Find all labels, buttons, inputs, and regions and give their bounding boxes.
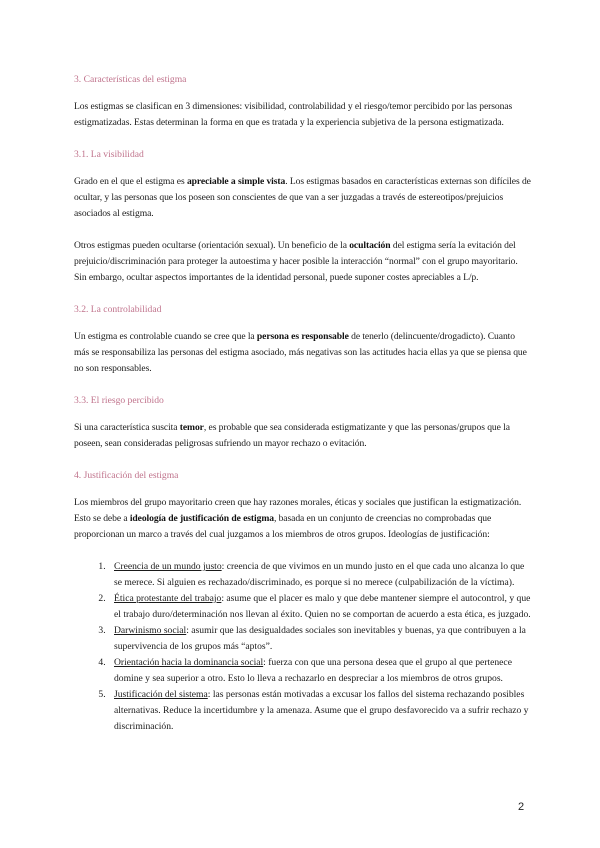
text: Esto se debe a [74, 513, 130, 524]
heading-visibilidad: 3.1. La visibilidad [74, 149, 144, 160]
heading-riesgo: 3.3. El riesgo percibido [74, 395, 164, 406]
heading-controlabilidad: 3.2. La controlabilidad [74, 304, 162, 315]
list-item [108, 687, 532, 735]
text: Si una característica suscita [74, 422, 180, 433]
list-item [108, 655, 532, 687]
paragraph-justificacion [74, 495, 532, 543]
list-item-term: Creencia de un mundo justo [114, 561, 222, 572]
text: , es probable que sea considerada estigmatizante y que las personas/grupos que la poseen, sean consideradas peligrosas sufriendo un mayor rechazo o evitación. [74, 422, 510, 449]
list-item-term: Orientación hacia la dominancia social [114, 657, 264, 668]
paragraph-riesgo [74, 420, 532, 452]
list-item-desc: : asumir que las desigualdades sociales son inevitables y buenas, ya que contribuyen a la supervivencia de los grupos más “aptos”. [114, 625, 526, 652]
text: . Los estigmas basados en características externas son difíciles de ocultar, y las personas que los poseen son conscientes de que van a ser juzgadas a través de estereotipos/prejuicios asociados al estigma. [74, 176, 531, 219]
list-item-term: Justificación del sistema [114, 689, 208, 700]
text: de tenerlo (delincuente/drogadicto). Cuanto más se responsabiliza las personas del estigma asociado, más negativas son las actitudes hacia ellas ya que se piensa que no son responsables. [74, 331, 527, 374]
text: Un estigma es controlable cuando se cree que la [74, 331, 257, 342]
list-item-term: Darwinismo social [114, 625, 187, 636]
list-item [108, 591, 532, 623]
text: Grado en el que el estigma es [74, 176, 187, 187]
list-item-desc: : asume que el placer es malo y que debe mantener siempre el autocontrol, y que el trabajo duro/determinación nos llevan al éxito. Quien no se comportan de acuerdo a esta ética, es juzgado. [114, 593, 531, 620]
text: Los miembros del grupo mayoritario creen que hay razones morales, éticas y sociales que justifican la estigmatización. [74, 497, 522, 508]
paragraph-controlabilidad [74, 329, 532, 377]
bold-term: persona es responsable [256, 331, 349, 342]
list-item-desc: : las personas están motivadas a excusar los fallos del sistema rechazando posibles alternativas. Reduce la incertidumbre y la amenaza. Asume que el grupo desfavorecido va a sufrir rechazo y discriminación. [114, 689, 529, 732]
list-item [108, 559, 532, 591]
bold-term: apreciable a simple vista [186, 176, 286, 187]
bold-term: ideología de justificación de estigma [129, 513, 274, 524]
bold-term: temor [179, 422, 204, 433]
paragraph-visibilidad-1 [74, 174, 532, 222]
text: , basada en un conjunto de creencias no comprobadas que proporcionan un marco a través del cual juzgamos a los miembros de otros grupos. Ideologías de justificación: [74, 513, 492, 540]
paragraph-dimensiones: Los estigmas se clasifican en 3 dimensiones: visibilidad, controlabilidad y el riesgo/temor percibido por las personas estigmatizadas. Estas determinan la forma en que es tratada y la experiencia subjetiva de la persona estigmatizada. [74, 101, 513, 128]
list-item [108, 623, 532, 655]
page-content [74, 72, 532, 735]
page-number: 2 [518, 801, 525, 813]
paragraph-visibilidad-2 [74, 238, 532, 286]
text: del estigma sería la evitación del prejuicio/discriminación para proteger la autoestima y hacer posible la interacción “normal” con el grupo mayoritario. Sin embargo, ocultar aspectos importantes de la identidad personal, puede suponer costes apreciables a L/p. [74, 240, 518, 283]
bold-term: ocultación [349, 240, 391, 251]
text: Otros estigmas pueden ocultarse (orientación sexual). Un beneficio de la [74, 240, 350, 251]
list-item-desc: : creencia de que vivimos en un mundo justo en el que cada uno alcanza lo que se merece. Si alguien es rechazado/discriminado, es porque si no merece (culpabilización de la víctima). [114, 561, 525, 588]
heading-justificacion: 4. Justificación del estigma [74, 470, 179, 481]
list-item-term: Ética protestante del trabajo [114, 593, 222, 604]
ideology-list [74, 559, 532, 735]
heading-caracteristicas: 3. Características del estigma [74, 74, 187, 85]
list-item-desc: : fuerza con que una persona desea que el grupo al que pertenece domine y sea superior a otro. Esto lo lleva a rechazarlo en despreciar a los miembros de otros grupos. [114, 657, 512, 684]
